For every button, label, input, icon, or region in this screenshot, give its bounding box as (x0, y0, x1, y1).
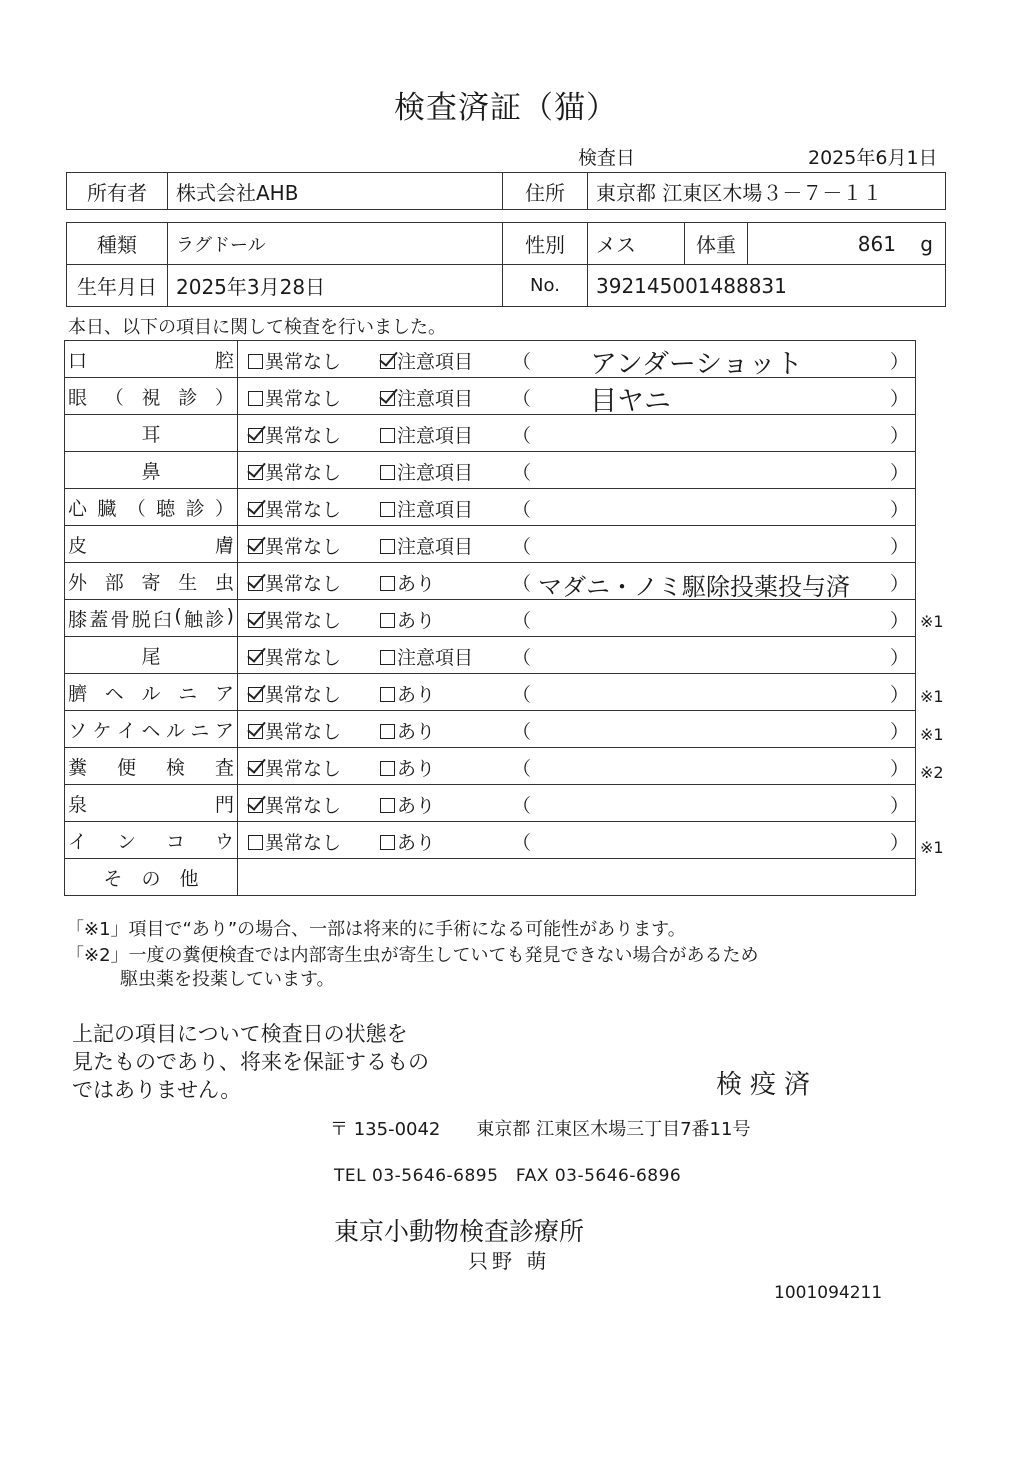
checkbox-icon[interactable] (380, 354, 395, 369)
clinic-name: 東京小動物検査診療所 (334, 1217, 585, 1246)
paren-open: （ (512, 832, 532, 854)
exam-item-label: 糞 便 検 査 (68, 756, 234, 779)
checkbox-icon[interactable] (248, 798, 263, 813)
exam-row (65, 489, 916, 526)
exam-note: マダニ・ノミ駆除投薬投与済 (538, 573, 850, 600)
number-label: No. (503, 265, 588, 307)
owner-table (66, 172, 946, 210)
exam-item-label: 泉 門 (68, 793, 234, 816)
exam-item-label: ソ ケ イ ヘ ル ニ ア (68, 719, 234, 742)
option-normal[interactable]: 異常なし (248, 754, 341, 781)
option-attention[interactable]: 注意項目 (380, 495, 473, 522)
option-attention[interactable]: 注意項目 (380, 421, 473, 448)
option-attention[interactable]: あり (380, 754, 435, 781)
exam-date-label: 検査日 (578, 147, 636, 169)
option-normal[interactable]: 異常なし (248, 643, 341, 670)
number-value: 392145001488831 (588, 265, 946, 307)
animal-table (66, 222, 946, 307)
paren-close: ） (889, 573, 909, 595)
checkbox-icon[interactable] (248, 502, 263, 517)
paren-open: （ (512, 536, 532, 558)
paren-open: （ (512, 758, 532, 780)
checkbox-icon[interactable] (248, 576, 263, 591)
other-label: そ の 他 (65, 859, 238, 896)
paren-open: （ (512, 462, 532, 484)
footnote-1: 「※1」項目で“あり”の場合、一部は将来的に手術になる可能性があります。 (66, 919, 686, 940)
option-normal[interactable]: 異常なし (248, 347, 341, 374)
exam-item-label: 臍 ヘ ル ニ ア (68, 682, 234, 705)
footnote-ref: ※1 (920, 612, 944, 632)
paren-close: ） (889, 832, 909, 854)
footnote-2-line1: 「※2」一度の糞便検査では内部寄生虫が寄生していても発見できない場合があるため (66, 945, 759, 966)
checkbox-icon[interactable] (380, 724, 395, 739)
option-attention[interactable]: あり (380, 791, 435, 818)
option-normal[interactable]: 異常なし (248, 717, 341, 744)
option-normal[interactable]: 異常なし (248, 384, 341, 411)
doctor-name: 只野 萌 (468, 1249, 551, 1273)
exam-row (65, 822, 916, 859)
disclaimer-line: ではありません。 (72, 1078, 242, 1102)
exam-item-label: 口 腔 (68, 349, 234, 372)
exam-item: 耳 (65, 415, 238, 452)
option-attention[interactable]: あり (380, 606, 435, 633)
checkbox-icon[interactable] (248, 539, 263, 554)
checkbox-icon[interactable] (380, 650, 395, 665)
paren-open: （ (512, 573, 532, 595)
footnote-ref: ※1 (920, 687, 944, 707)
serial-number: 1001094211 (774, 1283, 883, 1303)
paren-close: ） (889, 684, 909, 706)
paren-close: ） (889, 462, 909, 484)
option-normal[interactable]: 異常なし (248, 606, 341, 633)
address-label: 住所 (503, 173, 588, 210)
disclaimer-line: 見たものであり、将来を保証するもの (72, 1050, 429, 1074)
paren-close: ） (889, 425, 909, 447)
exam-note: 目ヤニ (590, 386, 671, 415)
exam-result (238, 637, 916, 674)
owner-value: 株式会社AHB (168, 173, 503, 210)
checkbox-icon[interactable] (380, 428, 395, 443)
checkbox-icon[interactable] (380, 761, 395, 776)
weight-unit: g (920, 231, 933, 256)
exam-result (238, 674, 916, 711)
checkbox-icon[interactable] (380, 502, 395, 517)
checkbox-icon[interactable] (380, 798, 395, 813)
checkbox-icon[interactable] (380, 391, 395, 406)
paren-open: （ (512, 795, 532, 817)
exam-result (238, 341, 916, 378)
exam-row (65, 452, 916, 489)
checkbox-icon[interactable] (380, 835, 395, 850)
paren-open: （ (512, 610, 532, 632)
checkbox-icon[interactable] (248, 465, 263, 480)
exam-result (238, 452, 916, 489)
address-value: 東京都 江東区木場３－７－１１ (588, 173, 946, 210)
exam-row (65, 415, 916, 452)
paren-close: ） (889, 795, 909, 817)
exam-row (65, 600, 916, 637)
sex-label: 性別 (503, 223, 588, 265)
exam-row (65, 637, 916, 674)
paren-open: （ (512, 351, 532, 373)
owner-label: 所有者 (67, 173, 168, 210)
paren-open: （ (512, 425, 532, 447)
option-normal[interactable]: 異常なし (248, 569, 341, 596)
exam-result (238, 785, 916, 822)
option-attention[interactable]: あり (380, 717, 435, 744)
checkbox-icon[interactable] (248, 687, 263, 702)
paren-close: ） (889, 758, 909, 780)
exam-item (65, 748, 238, 785)
exam-item (65, 341, 238, 378)
option-attention[interactable]: 注意項目 (380, 384, 473, 411)
exam-item-label: 皮 膚 (68, 534, 234, 557)
option-attention[interactable]: あり (380, 828, 435, 855)
exam-result (238, 415, 916, 452)
footnote-2-line2: 駆虫薬を投薬しています。 (120, 969, 335, 990)
exam-item-label: 眼 （ 視 診 ） (68, 386, 234, 409)
exam-item (65, 563, 238, 600)
option-attention[interactable]: あり (380, 569, 435, 596)
exam-result (238, 748, 916, 785)
disclaimer-line: 上記の項目について検査日の状態を (72, 1022, 408, 1046)
paren-open: （ (512, 647, 532, 669)
checkbox-icon[interactable] (248, 613, 263, 628)
option-attention[interactable]: 注意項目 (380, 532, 473, 559)
checkbox-icon[interactable] (380, 687, 395, 702)
option-attention[interactable]: あり (380, 680, 435, 707)
exam-result (238, 600, 916, 637)
paren-open: （ (512, 684, 532, 706)
sex-value: メス (588, 223, 685, 265)
paren-close: ） (889, 499, 909, 521)
exam-row (65, 748, 916, 785)
option-normal[interactable]: 異常なし (248, 421, 341, 448)
checkbox-icon[interactable] (380, 613, 395, 628)
exam-item-label: 外 部 寄 生 虫 (68, 571, 234, 594)
birth-value: 2025年3月28日 (168, 265, 503, 307)
checkbox-icon[interactable] (248, 428, 263, 443)
birth-label: 生年月日 (67, 265, 168, 307)
exam-note: アンダーショット (590, 349, 803, 378)
paren-close: ） (889, 610, 909, 632)
other-value (238, 859, 916, 896)
exam-item: 尾 (65, 637, 238, 674)
intro-text: 本日、以下の項目に関して検査を行いました。 (68, 317, 446, 338)
checkbox-icon[interactable] (380, 576, 395, 591)
exam-item (65, 822, 238, 859)
checkbox-icon[interactable] (248, 650, 263, 665)
paren-open: （ (512, 499, 532, 521)
option-normal[interactable]: 異常なし (248, 495, 341, 522)
exam-item-label: 膝 蓋 骨 脱 臼 ( 触 診 ) (68, 604, 234, 631)
exam-result (238, 822, 916, 859)
paren-close: ） (889, 388, 909, 410)
option-normal[interactable]: 異常なし (248, 791, 341, 818)
option-attention[interactable]: 注意項目 (380, 347, 473, 374)
exam-row (65, 563, 916, 600)
breed-value: ラグドール (168, 223, 503, 265)
exam-row (65, 378, 916, 415)
paren-close: ） (889, 536, 909, 558)
paren-close: ） (889, 721, 909, 743)
exam-row (65, 341, 916, 378)
exam-row (65, 711, 916, 748)
exam-result (238, 489, 916, 526)
exam-row (65, 785, 916, 822)
exam-result (238, 526, 916, 563)
weight-label: 体重 (685, 223, 748, 265)
exam-item-label: 心 臓 （ 聴 診 ） (68, 497, 234, 520)
option-attention[interactable]: 注意項目 (380, 458, 473, 485)
exam-item (65, 526, 238, 563)
exam-row (65, 674, 916, 711)
checkbox-icon[interactable] (380, 539, 395, 554)
exam-item (65, 600, 238, 637)
checkbox-icon[interactable] (248, 835, 263, 850)
paren-open: （ (512, 721, 532, 743)
exam-item (65, 785, 238, 822)
option-normal[interactable]: 異常なし (248, 532, 341, 559)
paren-close: ） (889, 647, 909, 669)
tel-fax: TEL 03-5646-6895 FAX 03-5646-6896 (334, 1166, 682, 1186)
exam-date: 2025年6月1日 (808, 147, 938, 169)
footnote-ref: ※2 (920, 762, 944, 782)
quarantine-stamp: 検疫済 (716, 1070, 819, 1100)
disclaimer (72, 1020, 429, 1104)
exam-table (64, 340, 916, 896)
exam-result (238, 378, 916, 415)
exam-result (238, 563, 916, 600)
paren-close: ） (889, 351, 909, 373)
checkbox-icon[interactable] (248, 761, 263, 776)
exam-item (65, 378, 238, 415)
exam-item (65, 711, 238, 748)
breed-label: 種類 (67, 223, 168, 265)
checkbox-icon[interactable] (248, 354, 263, 369)
option-normal[interactable]: 異常なし (248, 458, 341, 485)
weight-value: 861 (857, 231, 896, 256)
weight-cell (748, 223, 946, 265)
checkbox-icon[interactable] (248, 391, 263, 406)
postal-address: 〒 135-0042 東京都 江東区木場三丁目7番11号 (330, 1119, 751, 1140)
document-title: 検査済証（猫） (394, 90, 618, 126)
exam-row (65, 526, 916, 563)
exam-item (65, 674, 238, 711)
checkbox-icon[interactable] (380, 465, 395, 480)
option-normal[interactable]: 異常なし (248, 680, 341, 707)
paren-open: （ (512, 388, 532, 410)
exam-result (238, 711, 916, 748)
exam-item-label: イ ン コ ウ (68, 830, 234, 853)
footnote-ref: ※1 (920, 837, 944, 857)
exam-item: 鼻 (65, 452, 238, 489)
option-normal[interactable]: 異常なし (248, 828, 341, 855)
checkbox-icon[interactable] (248, 724, 263, 739)
exam-item (65, 489, 238, 526)
option-attention[interactable]: 注意項目 (380, 643, 473, 670)
footnote-ref: ※1 (920, 725, 944, 744)
